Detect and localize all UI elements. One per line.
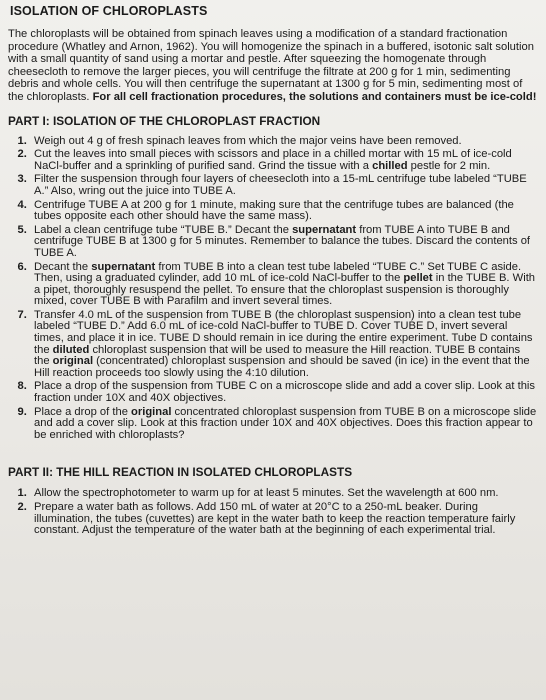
part1-title: PART I: ISOLATION OF THE CHLOROPLAST FRACTION [8,113,321,128]
step-item: 6. Decant the supernatant from TUBE B into a clean test tube labeled “TUBE C.” Set TUBE C aside. Then, using a graduated cylinder, add 10 mL of ice-cold NaCl-buffer to the pellet in the TUBE B. With a pipet, thoroughly resuspend the pellet. To ensure that the chloroplast suspension is thoroughly mixed, cover TUBE B with Parafilm and invert several times. [30,262,538,308]
intro-warning: For all cell fractionation procedures, the solutions and containers must be ice-cold! [92,90,537,103]
step-item: 1. Weigh out 4 g of fresh spinach leaves from which the major veins have been removed. [30,136,538,148]
step-item: 4. Centrifuge TUBE A at 200 g for 1 minute, making sure that the centrifuge tubes are balanced (the tubes opposite each other should have the same mass). [30,200,538,223]
part2-title: PART II: THE HILL REACTION IN ISOLATED CHLOROPLASTS [8,465,353,480]
intro-paragraph [8,28,538,104]
part2-steps [8,488,538,536]
step-item: 1. Allow the spectrophotometer to warm up for at least 5 minutes. Set the wavelength at 600 nm. [30,488,538,500]
part1-steps [8,136,538,442]
step-item: 5. Label a clean centrifuge tube “TUBE B.” Decant the supernatant from TUBE A into TUBE B and centrifuge TUBE B at 1300 g for 5 minutes. Remember to balance the tubes. Discard the contents of TUBE A. [30,225,538,260]
step-item: 9. Place a drop of the original concentrated chloroplast suspension from TUBE B on a microscope slide and add a cover slip. Look at this fraction under 10X and 40X objectives. Does this fraction appear to be enriched with chloroplasts? [30,407,538,442]
document-title: ISOLATION OF CHLOROPLASTS [10,4,208,18]
step-item: 3. Filter the suspension through four layers of cheesecloth into a 15-mL centrifuge tube labeled “TUBE A.” Also, wring out the juice into TUBE A. [30,174,538,197]
step-item: 2. Prepare a water bath as follows. Add 150 mL of water at 20°C to a 250-mL beaker. During illumination, the tubes (cuvettes) are kept in the water bath to keep the reaction temperature fairly constant. Adjust the temperature of the water bath at the beginning of each experimental trial. [30,502,538,537]
step-item: 7. Transfer 4.0 mL of the suspension from TUBE B (the chloroplast suspension) into a clean test tube labeled “TUBE D.” Add 6.0 mL of ice-cold NaCl-buffer to TUBE D. Cover TUBE D, invert several times, and place it in ice. TUBE D should remain in ice during the entire experiment. Tube D contains the diluted chloroplast suspension that will be used to measure the Hill reaction. TUBE B contains the original (concentrated) chloroplast suspension and should be saved (in ice) in the event that the Hill reaction proceeds too slowly using the 4:10 dilution. [30,310,538,380]
step-item: 2. Cut the leaves into small pieces with scissors and place in a chilled mortar with 15 mL of ice-cold NaCl-buffer and a sprinkling of purified sand. Grind the tissue with a chilled pestle for 2 min. [30,149,538,172]
intro-text: The chloroplasts will be obtained from spinach leaves using a modification of a standard fractionation procedure (Whatley and Arnon, 1962). You will homogenize the spinach in a buffered, isotonic salt solution with a small quantity of sand using a mortar and pestle. After squeezing the homogenate through cheesecloth to remove the larger pieces, you will centrifuge the filtrate at 200 g for 1 min, sedimenting debris and whole cells. You will then centrifuge the supernatant at 1300 g for 5 min, sedimenting most of the chloroplasts. [8,28,534,103]
step-item: 8. Place a drop of the suspension from TUBE C on a microscope slide and add a cover slip. Look at this fraction under 10X and 40X objectives. [30,381,538,404]
